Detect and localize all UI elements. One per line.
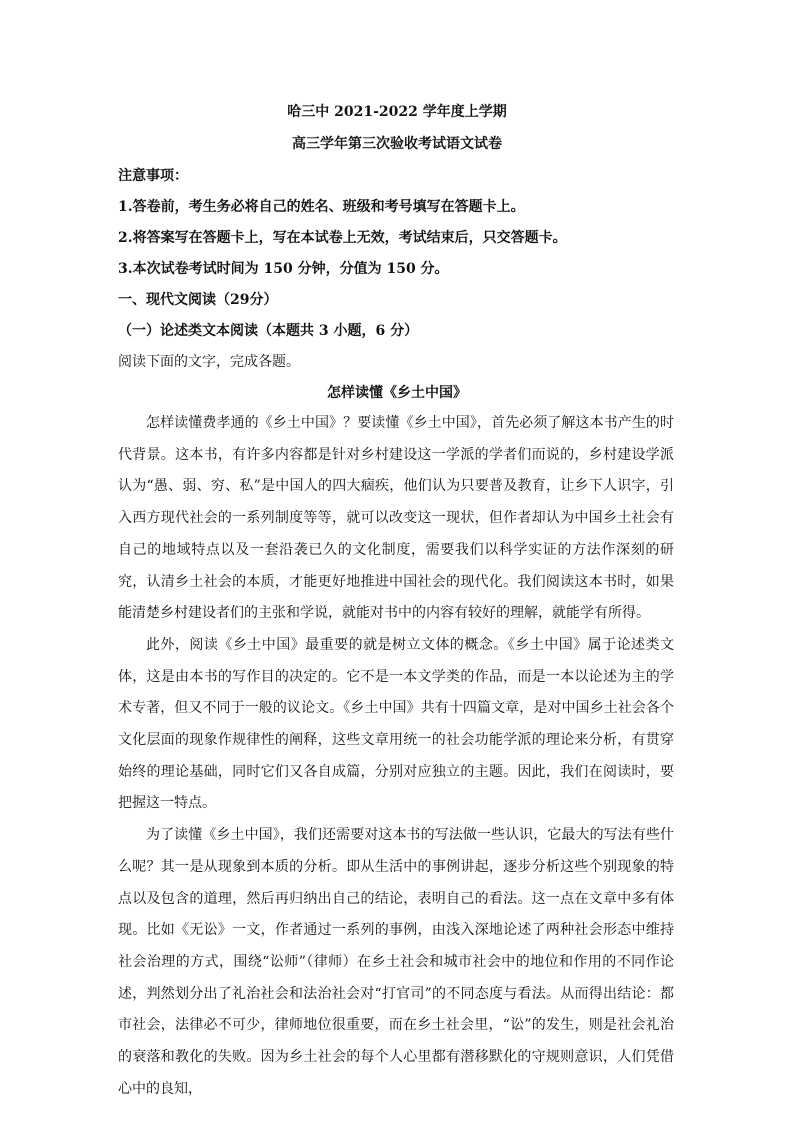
notice-item-2: 2.将答案写在答题卡上，写在本试卷上无效，考试结束后，只交答题卡。 <box>118 230 567 246</box>
article-title: 怎样读懂《乡土中国》 <box>327 385 467 401</box>
article-paragraph-1: 怎样读懂费孝通的《乡土中国》？要读懂《乡土中国》，首先必须了解这本书产生的时代背景。这本书，有许多内容都是针对乡村建设这一学派的学者们而说的，乡村建设学派认为“愚、弱、穷、私”是中国人的四大痼疾，他们认为只要普及教育，让乡下人识字，引入西方现代社会的一系列制度等等，就可以改变这一现状，但作者却认为中国乡土社会有自己的地域特点以及一套沿袭已久的文化制度，需要我们以科学实证的方法作深刻的研究，认清乡土社会的本质，才能更好地推进中国社会的现代化。我们阅读这本书时，如果能清楚乡村建设者们的主张和学说，就能对书中的内容有较好的理解，就能学有所得。 <box>118 415 674 622</box>
section-title: 一、现代文阅读（29分） <box>118 292 278 308</box>
exam-title-line1: 哈三中 2021-2022 学年度上学期 <box>287 104 507 120</box>
exam-title-line2: 高三学年第三次验收考试语文试卷 <box>292 136 502 152</box>
reading-instruction: 阅读下面的文字，完成各题。 <box>118 354 300 370</box>
article-paragraph-2: 此外，阅读《乡土中国》最重要的就是树立文体的概念。《乡土中国》属于论述类文体，这是由本书的写作目的决定的。它不是一本文学类的作品，而是一本以论述为主的学术专著，但又不同于一般的议论文。《乡土中国》共有十四篇文章，是对中国乡土社会各个文化层面的现象作规律性的阐释，这些文章用统一的社会功能学派的理论来分析，有贯穿始终的理论基础，同时它们又各自成篇，分别对应独立的主题。因此，我们在阅读时，要把握这一特点。 <box>118 636 674 812</box>
section-subtitle: （一）论述类文本阅读（本题共 3 小题，6 分） <box>118 323 419 339</box>
notice-item-1: 1.答卷前，考生务必将自己的姓名、班级和考号填写在答题卡上。 <box>118 199 525 215</box>
article-body <box>118 408 674 1105</box>
article-paragraph-3: 为了读懂《乡土中国》，我们还需要对这本书的写法做一些认识，它最大的写法有些什么呢？其一是从现象到本质的分析。即从生活中的事例讲起，逐步分析这些个别现象的特点以及包含的道理，然后再归纳出自己的结论，表明自己的看法。这一点在文章中多有体现。比如《无讼》一文，作者通过一系列的事例，由浅入深地论述了两种社会形态中维持社会治理的方式，围绕“讼师”（律师）在乡土社会和城市社会中的地位和作用的不同作论述，判然划分出了礼治社会和法治社会对“打官司”的不同态度与看法。从而得出结论：都市社会，法律必不可少，律师地位很重要，而在乡土社会里，“讼”的发生，则是社会礼治的衰落和教化的失败。因为乡土社会的每个人心里都有潜移默化的守规则意识，人们凭借心中的良知， <box>118 827 674 1097</box>
notice-heading: 注意事项： <box>118 168 188 184</box>
notice-item-3: 3.本次试卷考试时间为 150 分钟，分值为 150 分。 <box>118 261 449 277</box>
